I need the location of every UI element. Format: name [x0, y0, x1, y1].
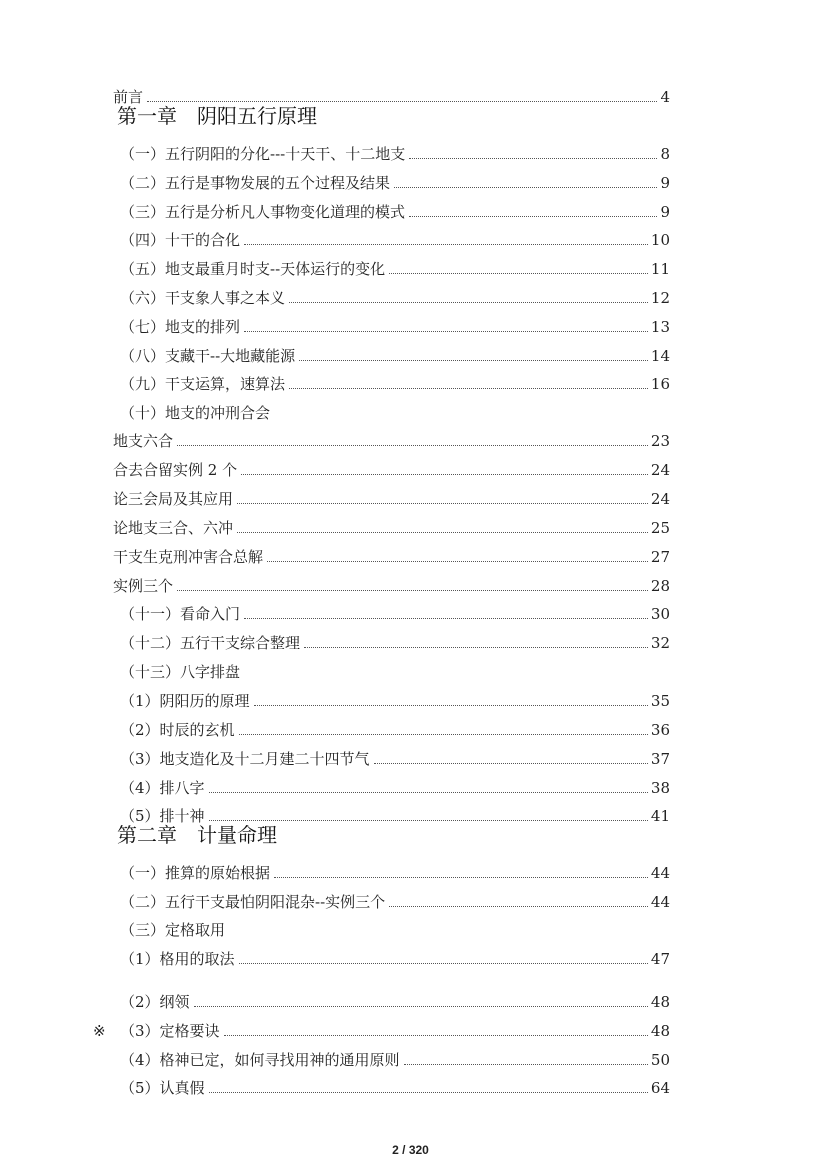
- dot-leader: [241, 474, 648, 475]
- toc-entry-title: （七）地支的排列: [120, 318, 241, 336]
- toc-entry-page: 9: [660, 174, 670, 192]
- toc-entry-title: （5）排十神: [120, 807, 205, 825]
- toc-entry-page: 50: [650, 1051, 670, 1069]
- toc-entry[interactable]: [113, 482, 670, 508]
- toc-entry[interactable]: [113, 540, 670, 566]
- toc-entry-page: 44: [650, 864, 670, 882]
- toc-entry-title: 地支六合: [113, 432, 174, 450]
- toc-entry-title: （六）干支象人事之本义: [120, 289, 286, 307]
- toc-entry-page: 48: [650, 1022, 670, 1040]
- toc-entry-page: 24: [650, 461, 670, 479]
- toc-entry-page: 30: [650, 605, 670, 623]
- toc-section-heading: [120, 655, 670, 681]
- toc-entry-page: 12: [650, 289, 670, 307]
- chapter-heading: 第二章 计量命理: [117, 823, 277, 847]
- toc-entry-page: 47: [650, 950, 670, 968]
- toc-entry[interactable]: [120, 281, 670, 307]
- toc-entry[interactable]: [120, 367, 670, 393]
- dot-leader: [374, 763, 648, 764]
- toc-entry-page: 9: [660, 203, 670, 221]
- toc-entry-title: 论三会局及其应用: [113, 490, 234, 508]
- toc-entry[interactable]: [120, 942, 670, 968]
- toc-entry-title: （二）五行是事物发展的五个过程及结果: [120, 174, 391, 192]
- dot-leader: [244, 331, 648, 332]
- toc-entry[interactable]: [120, 310, 670, 336]
- dot-leader: [267, 561, 648, 562]
- toc-entry-title: （八）支藏干--大地藏能源: [120, 347, 296, 365]
- toc-entry-title: （1）阴阳历的原理: [120, 692, 250, 710]
- toc-section-heading: [120, 913, 670, 939]
- toc-entry-page: 35: [650, 692, 670, 710]
- dot-leader: [389, 273, 648, 274]
- toc-entry[interactable]: [120, 339, 670, 365]
- dot-leader: [237, 503, 648, 504]
- toc-entry-title: （2）时辰的玄机: [120, 721, 235, 739]
- toc-entry-page: 23: [650, 432, 670, 450]
- toc-entry-page: 64: [650, 1079, 670, 1097]
- toc-entry-page: 28: [650, 577, 670, 595]
- dot-leader: [209, 792, 648, 793]
- toc-entry-title: （十三）八字排盘: [120, 663, 241, 681]
- toc-entry-page: 13: [650, 318, 670, 336]
- toc-entry[interactable]: [120, 223, 670, 249]
- toc-entry-page: 14: [650, 347, 670, 365]
- toc-entry-title: （3）定格要诀: [120, 1022, 220, 1040]
- toc-entry[interactable]: [120, 742, 670, 768]
- toc-entry[interactable]: [120, 626, 670, 652]
- dot-leader: [209, 1092, 648, 1093]
- toc-entry[interactable]: [93, 1014, 670, 1040]
- dot-leader: [404, 1064, 648, 1065]
- dot-leader: [177, 445, 648, 446]
- toc-entry[interactable]: [120, 1043, 670, 1069]
- toc-entry-title: 前言: [113, 88, 144, 106]
- toc-entry-title: （九）干支运算，速算法: [120, 375, 286, 393]
- toc-entry-title: （3）地支造化及十二月建二十四节气: [120, 750, 370, 768]
- dot-leader: [147, 101, 657, 102]
- toc-entry[interactable]: [120, 597, 670, 623]
- dot-leader: [209, 820, 648, 821]
- toc-entry-page: 11: [650, 260, 670, 278]
- toc-entry[interactable]: [120, 856, 670, 882]
- toc-entry-page: 38: [650, 779, 670, 797]
- dot-leader: [177, 590, 648, 591]
- toc-entry-title: （4）排八字: [120, 779, 205, 797]
- toc-entry-page: 10: [650, 231, 670, 249]
- important-marker: ※: [93, 1022, 106, 1040]
- toc-entry[interactable]: [120, 1071, 670, 1097]
- dot-leader: [224, 1035, 648, 1036]
- toc-entry[interactable]: [113, 453, 670, 479]
- toc-entry[interactable]: [120, 799, 670, 825]
- toc-entry[interactable]: [113, 511, 670, 537]
- toc-entry[interactable]: [113, 569, 670, 595]
- toc-entry[interactable]: [120, 684, 670, 710]
- toc-entry-title: （十一）看命入门: [120, 605, 241, 623]
- toc-entry-title: 论地支三合、六冲: [113, 519, 234, 537]
- toc-entry-title: （一）推算的原始根据: [120, 864, 271, 882]
- dot-leader: [409, 216, 657, 217]
- toc-entry-title: （三）定格取用: [120, 921, 226, 939]
- dot-leader: [289, 302, 648, 303]
- dot-leader: [194, 1006, 648, 1007]
- toc-entry-title: 合去合留实例 2 个: [113, 461, 238, 479]
- toc-entry-title: 干支生克刑冲害合总解: [113, 548, 264, 566]
- toc-entry-title: （三）五行是分析凡人事物变化道理的模式: [120, 203, 406, 221]
- toc-entry-page: 41: [650, 807, 670, 825]
- dot-leader: [409, 158, 657, 159]
- toc-entry-title: 实例三个: [113, 577, 174, 595]
- toc-entry-page: 48: [650, 993, 670, 1011]
- toc-entry-page: 36: [650, 721, 670, 739]
- dot-leader: [239, 734, 648, 735]
- toc-entry-title: （十二）五行干支综合整理: [120, 634, 301, 652]
- toc-entry-page: 27: [650, 548, 670, 566]
- toc-entry-page: 25: [650, 519, 670, 537]
- toc-entry[interactable]: [120, 771, 670, 797]
- toc-entry-title: （四）十干的合化: [120, 231, 241, 249]
- dot-leader: [274, 877, 648, 878]
- toc-entry[interactable]: [120, 713, 670, 739]
- toc-entry[interactable]: [120, 195, 670, 221]
- dot-leader: [244, 244, 648, 245]
- dot-leader: [289, 388, 648, 389]
- dot-leader: [299, 360, 648, 361]
- toc-entry[interactable]: [120, 985, 670, 1011]
- dot-leader: [394, 187, 657, 188]
- toc-entry-title: （十）地支的冲刑合会: [120, 404, 271, 422]
- toc-entry-title: （一）五行阴阳的分化---十天干、十二地支: [120, 145, 406, 163]
- dot-leader: [237, 532, 648, 533]
- chapter-heading: 第一章 阴阳五行原理: [117, 104, 317, 128]
- toc-entry-page: 24: [650, 490, 670, 508]
- dot-leader: [239, 963, 648, 964]
- toc-entry-title: （五）地支最重月时支--天体运行的变化: [120, 260, 386, 278]
- toc-section-heading: [120, 396, 670, 422]
- toc-entry[interactable]: [120, 137, 670, 163]
- toc-entry-page: 37: [650, 750, 670, 768]
- toc-entry-page: 4: [660, 88, 670, 106]
- toc-entry-title: （2）纲领: [120, 993, 190, 1011]
- toc-entry-page: 44: [650, 893, 670, 911]
- dot-leader: [389, 906, 648, 907]
- toc-entry-title: （二）五行干支最怕阴阳混杂--实例三个: [120, 893, 386, 911]
- toc-entry[interactable]: [113, 424, 670, 450]
- dot-leader: [254, 705, 648, 706]
- toc-entry[interactable]: [120, 252, 670, 278]
- toc-entry-title: （4）格神已定，如何寻找用神的通用原则: [120, 1051, 400, 1069]
- toc-entry[interactable]: [113, 80, 670, 106]
- dot-leader: [304, 647, 648, 648]
- toc-entry[interactable]: [120, 885, 670, 911]
- toc-entry-title: （5）认真假: [120, 1079, 205, 1097]
- toc-entry-page: 32: [650, 634, 670, 652]
- dot-leader: [244, 618, 648, 619]
- page-indicator: 2 / 320: [392, 1143, 429, 1157]
- toc-entry-page: 16: [650, 375, 670, 393]
- toc-entry-page: 8: [660, 145, 670, 163]
- toc-entry-title: （1）格用的取法: [120, 950, 235, 968]
- toc-entry[interactable]: [120, 166, 670, 192]
